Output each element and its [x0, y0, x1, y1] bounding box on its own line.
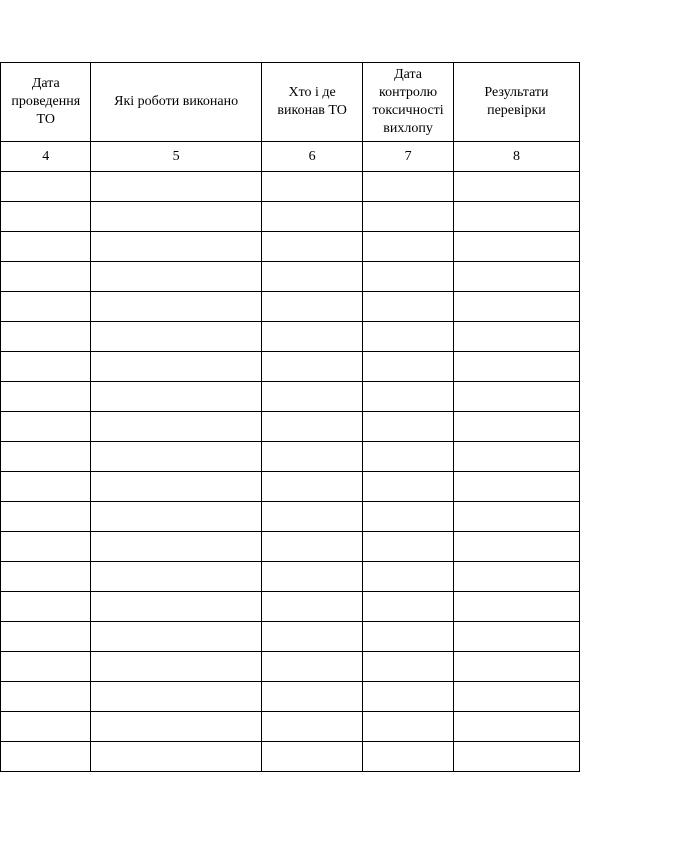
- table-cell: [453, 412, 579, 442]
- table-cell: [262, 742, 363, 772]
- table-cell: [1, 322, 91, 352]
- table-row: [0, 292, 580, 322]
- table-cell: [453, 592, 579, 622]
- table-cell: [363, 172, 454, 202]
- table-cell: [1, 532, 91, 562]
- table-cell: [363, 262, 454, 292]
- table-cell: [1, 502, 91, 532]
- table-cell: [453, 682, 579, 712]
- table-cell: [1, 712, 91, 742]
- table-cell: [1, 442, 91, 472]
- table-cell: [262, 442, 363, 472]
- header-row: [0, 63, 580, 142]
- table-cell: [363, 322, 454, 352]
- table-row: [0, 352, 580, 382]
- table-cell: [363, 382, 454, 412]
- table-row: [0, 412, 580, 442]
- table-cell: [91, 172, 262, 202]
- table-cell: [453, 562, 579, 592]
- table-row: [0, 382, 580, 412]
- header-performed-by: Хто і де виконав ТО: [262, 63, 363, 142]
- table-cell: [262, 592, 363, 622]
- table-cell: [262, 502, 363, 532]
- table-cell: [453, 652, 579, 682]
- table-cell: [91, 592, 262, 622]
- table-row: [0, 592, 580, 622]
- table-cell: [363, 592, 454, 622]
- table-cell: [363, 652, 454, 682]
- table-cell: [91, 532, 262, 562]
- table-row: [0, 742, 580, 772]
- table-row: [0, 532, 580, 562]
- table-row: [0, 322, 580, 352]
- table-cell: [262, 472, 363, 502]
- table-cell: [91, 352, 262, 382]
- table-cell: [91, 292, 262, 322]
- table-cell: [363, 622, 454, 652]
- table-cell: [453, 172, 579, 202]
- table-cell: [91, 502, 262, 532]
- table-cell: [363, 442, 454, 472]
- table-cell: [363, 472, 454, 502]
- table-cell: [1, 352, 91, 382]
- table-cell: [91, 472, 262, 502]
- table-row: [0, 202, 580, 232]
- table-cell: [453, 262, 579, 292]
- table-cell: [91, 322, 262, 352]
- table-cell: [1, 592, 91, 622]
- table-cell: [262, 622, 363, 652]
- table-cell: [91, 442, 262, 472]
- table-cell: [262, 322, 363, 352]
- table-cell: [1, 382, 91, 412]
- table-cell: [453, 712, 579, 742]
- table-cell: [91, 202, 262, 232]
- table-cell: [1, 232, 91, 262]
- table-row: [0, 502, 580, 532]
- table-cell: [91, 562, 262, 592]
- table-cell: [91, 262, 262, 292]
- table-row: [0, 712, 580, 742]
- table-cell: [363, 232, 454, 262]
- table-cell: [91, 652, 262, 682]
- table-cell: [363, 412, 454, 442]
- table-cell: [91, 742, 262, 772]
- table-cell: [363, 742, 454, 772]
- table-row: [0, 472, 580, 502]
- table-row: [0, 682, 580, 712]
- table-row: [0, 652, 580, 682]
- table-row: [0, 562, 580, 592]
- table-cell: [1, 622, 91, 652]
- table-cell: [363, 532, 454, 562]
- table-cell: [453, 382, 579, 412]
- table-cell: [453, 322, 579, 352]
- table-cell: [262, 232, 363, 262]
- table-cell: [262, 682, 363, 712]
- table-row: [0, 262, 580, 292]
- table-cell: [262, 412, 363, 442]
- table-cell: [453, 232, 579, 262]
- column-number-row: [0, 142, 580, 172]
- table-cell: [363, 712, 454, 742]
- table-cell: [1, 742, 91, 772]
- table-cell: [1, 202, 91, 232]
- table-cell: [91, 712, 262, 742]
- table-cell: [453, 472, 579, 502]
- table-cell: [262, 532, 363, 562]
- header-works-performed: Які роботи виконано: [91, 63, 262, 142]
- table-row: [0, 622, 580, 652]
- table-cell: [453, 742, 579, 772]
- table-cell: [262, 652, 363, 682]
- table-cell: [1, 652, 91, 682]
- table-cell: [363, 502, 454, 532]
- table-cell: [262, 562, 363, 592]
- table-row: [0, 232, 580, 262]
- table-cell: [453, 622, 579, 652]
- table-cell: [262, 262, 363, 292]
- table-cell: [1, 412, 91, 442]
- table-cell: [262, 382, 363, 412]
- table-cell: [1, 172, 91, 202]
- table-cell: [91, 622, 262, 652]
- table-cell: [1, 262, 91, 292]
- table-cell: [1, 562, 91, 592]
- column-number: 8: [453, 142, 579, 172]
- table-cell: [453, 292, 579, 322]
- column-number: 6: [262, 142, 363, 172]
- table-cell: [1, 292, 91, 322]
- table-cell: [453, 352, 579, 382]
- table-cell: [91, 232, 262, 262]
- table-cell: [262, 172, 363, 202]
- table-cell: [363, 352, 454, 382]
- header-check-results: Результати перевірки: [453, 63, 579, 142]
- table-cell: [363, 202, 454, 232]
- table-cell: [453, 202, 579, 232]
- table-cell: [363, 292, 454, 322]
- table-cell: [453, 532, 579, 562]
- column-number: 4: [1, 142, 91, 172]
- table-cell: [453, 442, 579, 472]
- table-cell: [363, 682, 454, 712]
- maintenance-log-table: [0, 62, 580, 772]
- table-cell: [262, 352, 363, 382]
- column-number: 5: [91, 142, 262, 172]
- table-cell: [91, 682, 262, 712]
- table-row: [0, 442, 580, 472]
- table-cell: [1, 472, 91, 502]
- column-number: 7: [363, 142, 454, 172]
- table-cell: [453, 502, 579, 532]
- table-cell: [91, 382, 262, 412]
- table-cell: [363, 562, 454, 592]
- table-cell: [262, 202, 363, 232]
- table-cell: [262, 712, 363, 742]
- table-cell: [1, 682, 91, 712]
- header-maintenance-date: Дата проведення ТО: [1, 63, 91, 142]
- table-cell: [262, 292, 363, 322]
- table-row: [0, 172, 580, 202]
- header-exhaust-toxicity-date: Дата контролю токсичності вихлопу: [363, 63, 454, 142]
- table-cell: [91, 412, 262, 442]
